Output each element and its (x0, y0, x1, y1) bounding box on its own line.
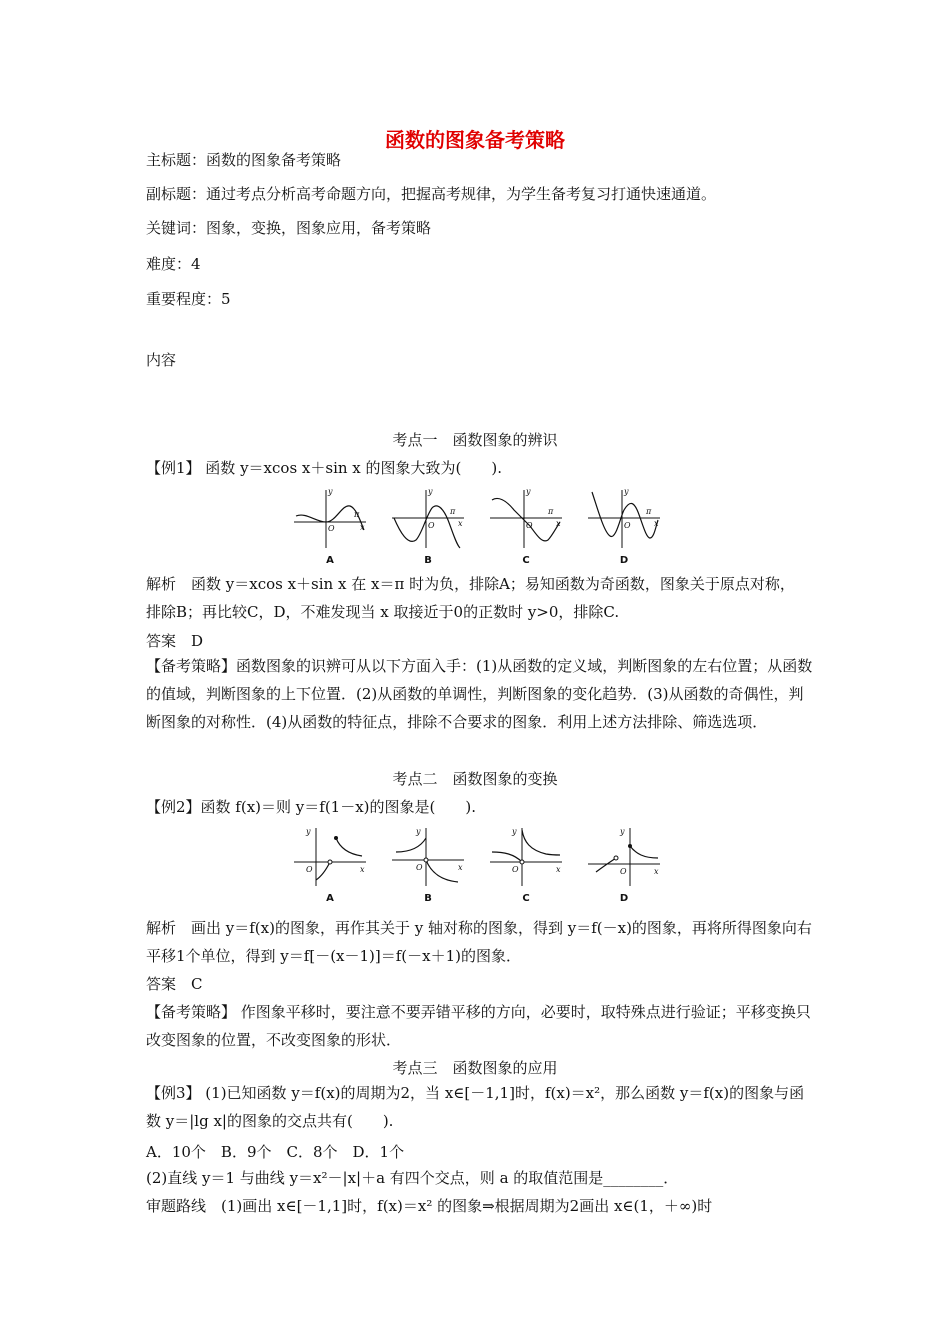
svg-text:O: O (416, 863, 423, 872)
svg-text:O: O (306, 865, 313, 874)
option-b-label: B (424, 555, 432, 566)
example1-options-figures (292, 486, 662, 566)
example1-question: 【例1】 函数 y＝xcos x＋sin x 的图象大致为( ). (146, 459, 502, 477)
option-c-label-2: C (522, 893, 530, 904)
svg-text:x: x (556, 519, 561, 528)
svg-text:x: x (360, 865, 365, 874)
option-c-figure-2 (488, 824, 564, 904)
review-route-line: 审题路线 (1)画出 x∈[－1,1]时，f(x)＝x² 的图象⇒根据周期为2画出 x∈(1，＋∞)时 (146, 1197, 713, 1215)
example1-answer: 答案 D (146, 632, 204, 650)
svg-text:π: π (646, 507, 652, 516)
subtitle-line: 副标题：通过考点分析高考命题方向，把握高考规律，为学生备考复习打通快速通道。 (146, 185, 717, 203)
strategy1-paragraph: 【备考策略】函数图象的识辨可从以下方面入手：(1)从函数的定义域，判断图象的左右位置；从函数的值域，判断图象的上下位置．(2)从函数的单调性，判断图象的变化趋势．(3)从函数的奇偶性，判断图象的对称性．(4)从函数的特征点，排除不合要求的图象．利用上述方法排除、筛选选项． (146, 657, 813, 731)
option-a-label: A (326, 555, 334, 566)
svg-text:y: y (526, 487, 531, 496)
svg-text:x: x (556, 865, 561, 874)
keywords-line: 关键词：图象，变换，图象应用，备考策略 (146, 219, 432, 237)
option-d-figure (586, 486, 662, 566)
main-title-line: 主标题：函数的图象备考策略 (146, 151, 342, 169)
difficulty-line: 难度：4 (146, 255, 201, 273)
option-c-label: C (522, 555, 530, 566)
strategy2-paragraph: 【备考策略】 作图象平移时，要注意不要弄错平移的方向，必要时，取特殊点进行验证；平移变换只改变图象的位置，不改变图象的形状． (146, 1003, 811, 1049)
svg-text:x: x (360, 523, 365, 532)
svg-text:y: y (328, 487, 333, 496)
svg-text:y: y (620, 827, 625, 836)
svg-text:O: O (328, 524, 335, 533)
option-c-graph-2 (488, 824, 564, 890)
option-b-graph-2 (390, 824, 466, 890)
example1-analysis: 解析 函数 y＝xcos x＋sin x 在 x＝π 时为负，排除A；易知函数为奇函数，图象关于原点对称， 排除B；再比较C，D，不难发现当 x 取接近于0的正数时 y>0，排除C. (146, 575, 795, 621)
example2-options-figures (292, 824, 662, 904)
svg-text:O: O (620, 867, 627, 876)
svg-text:O: O (526, 521, 533, 530)
option-a-figure-2 (292, 824, 368, 904)
svg-text:O: O (512, 865, 519, 874)
example3-part1: 【例3】 (1)已知函数 y＝f(x)的周期为2，当 x∈[－1,1]时，f(x)＝x²，那么函数 y＝f(x)的图象与函数 y＝|lg x|的图象的交点共有( ). (146, 1084, 805, 1130)
example3-part2: (2)直线 y＝1 与曲线 y＝x²－|x|＋a 有四个交点，则 a 的取值范围是________． (146, 1169, 679, 1187)
svg-text:π: π (548, 507, 554, 516)
svg-text:π: π (450, 507, 456, 516)
section2-heading: 考点二 函数图象的变换 (392, 770, 558, 788)
option-d-graph-2 (586, 824, 662, 890)
option-b-figure-2 (390, 824, 466, 904)
example2-analysis: 解析 画出 y＝f(x)的图象，再作其关于 y 轴对称的图象，得到 y＝f(－x)的图象，再将所得图象向右平移1个单位，得到 y＝f[－(x－1)]＝f(－x＋1)的图象． (146, 919, 812, 965)
example3-choices: A．10个 B．9个 C．8个 D．1个 (146, 1143, 405, 1161)
svg-text:y: y (416, 827, 421, 836)
svg-text:y: y (512, 827, 517, 836)
option-b-figure (390, 486, 466, 566)
svg-text:π: π (354, 510, 360, 519)
example2-question: 【例2】函数 f(x)＝则 y＝f(1－x)的图象是( ). (146, 798, 477, 816)
document-title: 函数的图象备考策略 (385, 128, 565, 152)
option-d-label: D (619, 555, 629, 566)
importance-line: 重要程度：5 (146, 290, 231, 308)
content-label: 内容 (146, 351, 177, 369)
svg-text:O: O (428, 521, 435, 530)
option-d-graph (586, 486, 662, 552)
option-d-figure-2 (586, 824, 662, 904)
option-c-figure (488, 486, 564, 566)
svg-text:x: x (458, 863, 463, 872)
example2-answer: 答案 C (146, 975, 203, 993)
option-a-graph-2 (292, 824, 368, 890)
svg-text:x: x (654, 867, 659, 876)
svg-text:y: y (428, 487, 433, 496)
svg-text:O: O (624, 521, 631, 530)
option-a-label-2: A (326, 893, 334, 904)
option-d-label-2: D (619, 893, 629, 904)
svg-text:y: y (624, 487, 629, 496)
option-b-label-2: B (424, 893, 432, 904)
svg-text:x: x (458, 519, 463, 528)
option-c-graph (488, 486, 564, 552)
svg-text:x: x (654, 519, 659, 528)
option-a-figure (292, 486, 368, 566)
svg-text:y: y (306, 827, 311, 836)
section1-heading: 考点一 函数图象的辨识 (392, 431, 558, 449)
section3-heading: 考点三 函数图象的应用 (392, 1059, 558, 1077)
option-b-graph (390, 486, 466, 552)
option-a-graph (292, 486, 368, 552)
